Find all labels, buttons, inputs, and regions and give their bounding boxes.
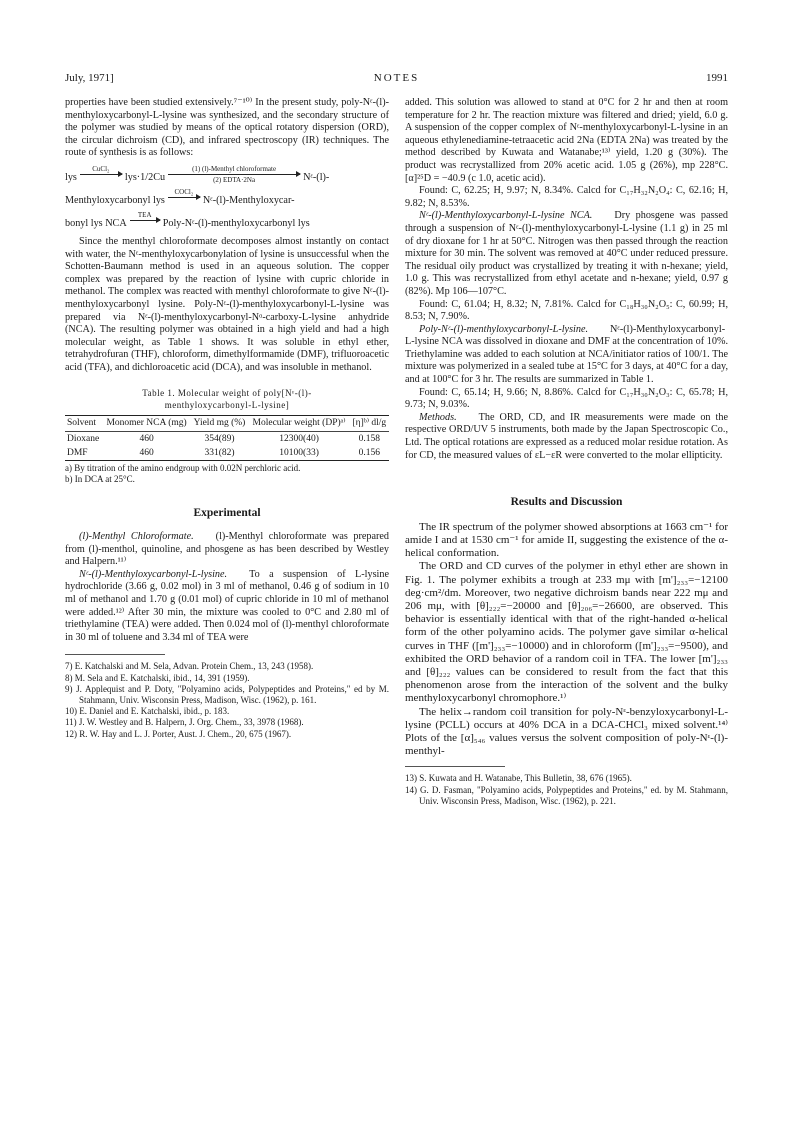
table-row bbox=[65, 431, 389, 446]
synthesis-discussion: Since the menthyl chloroformate decomposes almost instantly on contact with water, the Nᵋ-menthyloxycarbonylation of lysine is unsuccessful when the Schotten-Baumann method is used in an aqueous solution. The copper complex was prepared by the reaction of lysine with cupric chloride in methanol. The complex was reacted with menthyl chloroformate to give Nᵋ-(l)-menthyloxycarbonyl lysine. Poly-Nᵋ-(l)-menthyloxycarbonyl-L-lysine was prepared via Nᵋ-(l)-menthyloxycarbonyl-Nᵅ-carboxy-L-lysine anhydride (NCA). The resulting polymer was obtained in a high yield and had a high molecular weight, as Table 1 shows. It was soluble in ethyl ether, tetrahydrofuran (THF), chloroform, dimethylformamide (DMF), trifluoroacetic acid (TFA), and dichloroacetic acid (DCA), and was insoluble in methanol. bbox=[65, 235, 389, 373]
results-ord-cd: The ORD and CD curves of the polymer in ethyl ether are shown in Fig. 1. The polymer exhibits a trough at 233 mμ with [m']₂₃₃=−12100 deg·cm²/dm. Moreover, two negative dichroism bands near 222 mμ and 206 mμ, with [θ]₂₂₂=−20000 and [θ]₂₀₆=−26600, are observed. This behavior is essentially identical with that of the right-handed α-helical form of the other polyamino acids. The polymer gave similar α-helical curves in THF ([m']₂₃₃=−10000) and in chloroform ([m']₂₃₃=−9500), and exhibited the ORD behavior of a random coil in TFA. The lower [m']₂₃₃ and [θ]₂₂₂ values can be considered to result from the fact that this phenomenon arose from the interaction of the solvent and the bulky menthyloxycarbonyl chromophore.¹⁾ bbox=[405, 560, 728, 705]
table-cell: 354(89) bbox=[204, 433, 235, 444]
running-header bbox=[65, 72, 728, 86]
table-caption-line-2: menthyloxycarbonyl-L-lysine] bbox=[164, 399, 290, 410]
scheme-reagent-cucl2: CuCl₂ bbox=[92, 164, 110, 173]
right-column bbox=[405, 97, 728, 807]
footnote-divider bbox=[65, 654, 165, 655]
scheme-polymer: Poly-Nᵋ-(l)-menthyloxycarbonyl lys bbox=[162, 217, 310, 229]
scheme-product-1: Nᵋ-(l)- bbox=[303, 171, 330, 183]
arrow-line bbox=[80, 174, 122, 175]
exp-menthyl-chloroformate bbox=[65, 531, 389, 569]
scheme-arrow-chloroformate bbox=[168, 165, 300, 184]
table-cell: 460 bbox=[139, 447, 154, 458]
reference-item: 9) J. Applequist and P. Doty, "Polyamino acids, Polypeptides and Proteins," ed by M. Stahmann, Univ. Wisconsin Press, Madison, Wisc. (1962), p. 161. bbox=[65, 683, 389, 706]
scheme-row-3 bbox=[65, 211, 389, 230]
scheme-lys: lys bbox=[65, 171, 77, 183]
scheme-nca: bonyl lys NCA bbox=[65, 217, 127, 229]
references-left bbox=[65, 661, 389, 739]
scheme-reagent-edta: (2) EDTA·2Na bbox=[213, 175, 256, 184]
reference-item: 13) S. Kuwata and H. Watanabe, This Bulletin, 38, 676 (1965). bbox=[405, 773, 632, 784]
reference-item: 7) E. Katchalski and M. Sela, Advan. Protein Chem., 13, 243 (1958). bbox=[65, 661, 314, 672]
table-row bbox=[65, 446, 389, 461]
table-caption bbox=[65, 387, 389, 411]
th-monomer: Monomer NCA (mg) bbox=[106, 417, 187, 428]
exp5-title: Poly-Nᵋ-(l)-menthyloxycarbonyl-L-lysine. bbox=[419, 323, 589, 335]
exp-continued: added. This solution was allowed to stand at 0°C for 2 hr and then at room temperature for 2 hr. The reaction mixture was filtered and dried; yield, 6.0 g. A suspension of the copper complex of Nᵋ-menthyloxycarbonyl-L-lysine in an aqueous ethylenediamine-tetraacetic acid 2Na (EDTA 2Na) was treated by the method described by Kuwata and Watanabe;¹³⁾ yield, 1.20 g (30%). The product was recrystallized from 20% acetic acid. 1.05 g (26%), mp 228°C. [α]²⁵D = −40.9 (c 1.0, acetic acid). bbox=[405, 97, 728, 184]
exp5-body: Nᵋ-(l)-Menthyloxycarbonyl-L-lysine NCA was dissolved in dioxane and DMF at the concentration of 10%. Triethylamine was added to each solution at NCA/initiator ratios of 100/1. The mixture was polymerized in a sealed tube at 15°C for 3 days, at 40°C for a day, and at 100°C for 3 hr. The results are summarized in Table 1. bbox=[405, 323, 728, 386]
exp2-body: To a suspension of L-lysine hydrochloride (3.66 g, 0.02 mol) in 3 ml of methanol, 0.46 g of sodium in 10 ml of methanol and 1.70 g (0.01 mol) of cupric chloride in 10 ml of methanol were added.¹²⁾ After 30 min, the mixture was cooled to 0°C and 2.80 ml of triethylamine (TEA) were added. Then 0.024 mol of (l)-menthyl chloroformate in 30 ml of toluene and 3.34 ml of TEA were bbox=[65, 568, 389, 643]
arrow-line bbox=[168, 197, 200, 198]
th-yield: Yield mg (%) bbox=[193, 417, 246, 428]
header-date: July, 1971] bbox=[65, 72, 114, 84]
scheme-product-2: Nᵋ-(l)-Menthyloxycar- bbox=[202, 194, 295, 206]
exp1-body: (l)-Menthyl chloroformate was prepared from (l)-menthol, quinoline, and phosgene as has been described by Westley and Halpern.¹¹⁾ bbox=[65, 531, 389, 568]
exp-menthyloxycarbonyl-lysine bbox=[65, 569, 389, 645]
synthesis-scheme bbox=[65, 165, 389, 230]
exp-nca bbox=[405, 210, 728, 298]
arrow-line bbox=[168, 174, 300, 175]
analysis-3: Found: C, 65.14; H, 9.66; N, 8.86%. Calcd for C₁₇H₃₀N₂O₃: C, 65.78; H, 9.73; N, 9.03%. bbox=[405, 386, 728, 411]
table-cell: 460 bbox=[139, 433, 154, 444]
exp-polymer bbox=[405, 324, 728, 387]
exp3-body: Dry phosgene was passed through a suspension of Nᵋ-(l)-menthyloxycarbonyl-L-lysine (1.1 g) in 25 ml of dry dioxane for 1 hr at 50°C. Nitrogen was then passed through the reaction mixture for 30 min. The solvent was removed at 40°C under reduced pressure. The residual oily product was crystallized by treating it with n-hexane; yield, 1.0 g. This was recrystallized from ethyl acetate and n-hexane; yield, 0.97 g (82%). Mp 106—107°C. bbox=[405, 210, 729, 297]
table-footnote-b: b) In DCA at 25°C. bbox=[65, 473, 135, 484]
table-cell: DMF bbox=[67, 447, 88, 458]
intro-paragraph: properties have been studied extensively.⁷⁻¹⁰⁾ In the present study, poly-Nᵋ-(l)-menthyloxycarbonyl-L-lysine was synthesized, and the secondary structure of the polymer was studied by means of the optical rotatory dispersion (ORD), the circular dichroism (CD), and infrared spectroscopy (IR) techniques. The route of synthesis is as follows: bbox=[65, 97, 389, 159]
scheme-arrow-tea bbox=[130, 211, 160, 230]
table-header-row bbox=[65, 415, 389, 431]
footnote-divider bbox=[405, 766, 505, 767]
analysis-1: Found: C, 62.25; H, 9.97; N, 8.34%. Calcd for C₁₇H₃₂N₂O₄: C, 62.16; H, 9.82; N, 8.53%. bbox=[405, 185, 728, 209]
table-cell: 0.156 bbox=[358, 447, 380, 458]
results-ir: The IR spectrum of the polymer showed absorptions at 1663 cm⁻¹ for amide I and at 1530 cm⁻¹ for amide II, suggesting the existence of the α-helical conformation. bbox=[405, 520, 728, 560]
table-caption-line-1: Table 1. Molecular weight of poly[Nᵋ-(l)- bbox=[142, 387, 312, 398]
references-right bbox=[405, 773, 728, 807]
results-heading: Results and Discussion bbox=[510, 496, 623, 509]
experimental-heading: Experimental bbox=[193, 506, 261, 519]
molecular-weight-table bbox=[65, 415, 389, 461]
exp2-title: Nᵋ-(l)-Menthyloxycarbonyl-L-lysine. bbox=[79, 568, 228, 580]
th-viscosity: [η]ᵇ⁾ dl/g bbox=[352, 417, 387, 428]
analysis-2: Found: C, 61.04; H, 8.32; N, 7.81%. Calcd for C₁₈H₃₀N₂O₅: C, 60.99; H, 8.53; N, 7.90%. bbox=[405, 298, 728, 323]
table-cell: Dioxane bbox=[67, 433, 100, 444]
exp-methods bbox=[405, 412, 728, 462]
table-footnotes bbox=[65, 463, 389, 485]
reference-item: 12) R. W. Hay and L. J. Porter, Aust. J. Chem., 20, 675 (1967). bbox=[65, 728, 292, 739]
scheme-arrow-cocl2 bbox=[168, 188, 200, 207]
reference-item: 14) G. D. Fasman, "Polyamino acids, Polypeptides and Proteins," ed. by M. Stahmann, Univ. Wisconsin Press, Madison, Wisc. (1962), p. 221. bbox=[405, 784, 728, 806]
scheme-row-2 bbox=[65, 188, 389, 207]
reference-item: 10) E. Daniel and E. Katchalski, ibid., p. 183. bbox=[65, 706, 230, 717]
scheme-reagent-chloroformate: (1) (l)-Menthyl chloroformate bbox=[192, 164, 277, 173]
th-molecular-weight: Molecular weight (DP)ᵃ⁾ bbox=[252, 417, 346, 428]
scheme-reagent-cocl2: COCl₂ bbox=[174, 187, 194, 196]
results-transition: The helix→random coil transition for poly-Nᵋ-benzyloxycarbonyl-L-lysine (PCLL) occurs at 40% DCA in a DCA-CHCl₃ mixed solvent.¹⁴⁾ Plots of the [α]₅₄₆ values versus the solvent composition of poly-Nᵋ-(l)-menthyl- bbox=[405, 705, 728, 758]
scheme-row-1 bbox=[65, 165, 389, 184]
table-cell: 12300(40) bbox=[279, 433, 319, 444]
scheme-reagent-tea: TEA bbox=[137, 210, 152, 219]
table-footnote-a: a) By titration of the amino endgroup with 0.02N perchloric acid. bbox=[65, 462, 301, 473]
scheme-menthyloxycarbonyl-lys: Menthyloxycarbonyl lys bbox=[65, 194, 165, 206]
header-page-number: 1991 bbox=[706, 72, 728, 84]
th-solvent: Solvent bbox=[67, 417, 97, 428]
table-cell: 10100(33) bbox=[279, 447, 319, 458]
arrow-line bbox=[130, 220, 160, 221]
left-column bbox=[65, 97, 389, 740]
reference-item: 8) M. Sela and E. Katchalski, ibid., 14, 391 (1959). bbox=[65, 672, 250, 683]
reference-item: 11) J. W. Westley and B. Halpern, J. Org. Chem., 33, 3978 (1968). bbox=[65, 717, 304, 728]
exp7-title: Methods. bbox=[419, 411, 457, 423]
exp7-body: The ORD, CD, and IR measurements were made on the respective ORD/UV 5 instruments, both made by the Japan Spectroscopic Co., Ltd. The optical rotations are expressed as a reduced molar residue rotation. As for CD, the measured values of εL−εR were converted to the molar ellipticity. bbox=[405, 411, 728, 461]
exp3-title: Nᵋ-(l)-Menthyloxycarbonyl-L-lysine NCA. bbox=[419, 210, 593, 222]
scheme-arrow-cucl2 bbox=[80, 165, 122, 184]
table-cell: 331(82) bbox=[204, 447, 235, 458]
scheme-lys-cu: lys·1/2Cu bbox=[124, 171, 166, 183]
header-journal: NOTES bbox=[373, 72, 420, 84]
table-cell: 0.158 bbox=[358, 433, 380, 444]
exp1-title: (l)-Menthyl Chloroformate. bbox=[79, 531, 194, 543]
